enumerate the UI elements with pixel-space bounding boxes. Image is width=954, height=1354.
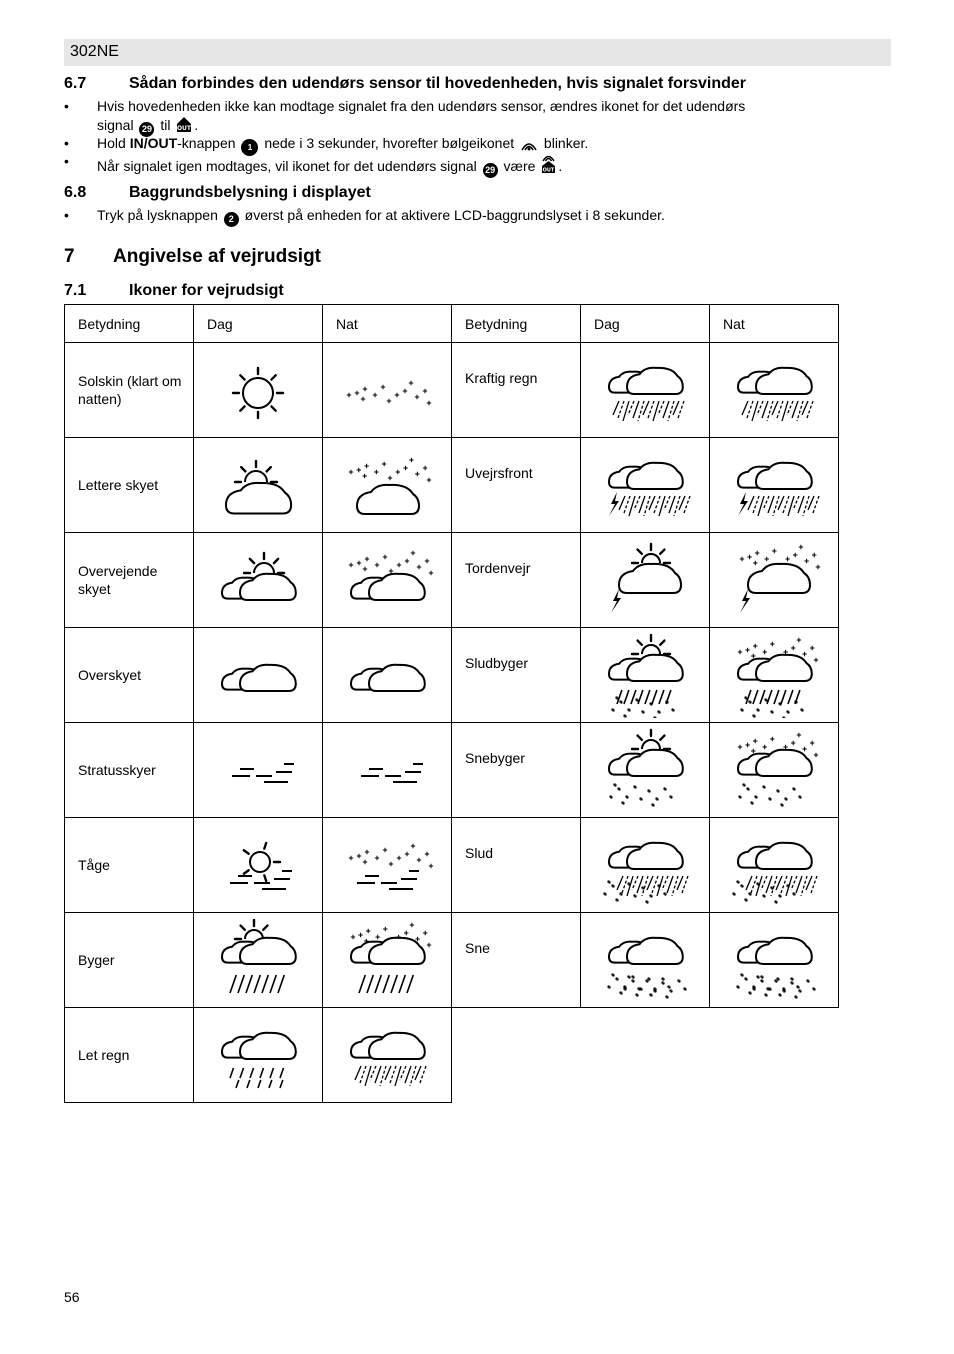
heavy-rain-icon bbox=[595, 347, 695, 433]
meaning-cell: Sne bbox=[452, 913, 581, 1008]
icon-cell bbox=[323, 438, 452, 533]
light-rain-night-icon bbox=[337, 1012, 437, 1098]
sun-two-clouds-icon bbox=[208, 537, 308, 623]
meaning-cell: Lettere skyet bbox=[65, 438, 194, 533]
icon-cell bbox=[581, 533, 710, 628]
icon-cell bbox=[194, 343, 323, 438]
icon-cell bbox=[194, 913, 323, 1008]
meaning-cell: Tordenvejr bbox=[452, 533, 581, 628]
meaning-cell: Stratusskyer bbox=[65, 723, 194, 818]
sleet-icon bbox=[724, 822, 824, 908]
meaning-cell: Kraftig regn bbox=[452, 343, 581, 438]
two-clouds-icon bbox=[337, 632, 437, 718]
meaning-cell: Byger bbox=[65, 913, 194, 1008]
meaning-cell: Solskin (klart om natten) bbox=[65, 343, 194, 438]
icon-cell bbox=[323, 818, 452, 913]
icon-cell bbox=[194, 533, 323, 628]
icon-cell bbox=[194, 628, 323, 723]
sun-thunder-icon bbox=[595, 537, 695, 623]
weather-icon-table bbox=[64, 304, 839, 1103]
icon-cell bbox=[710, 723, 839, 818]
icon-cell bbox=[581, 438, 710, 533]
col-header: Dag bbox=[581, 305, 710, 343]
icon-cell bbox=[323, 1008, 452, 1103]
sun-showers-icon bbox=[208, 917, 308, 1003]
stratus-icon bbox=[337, 727, 437, 813]
meaning-cell: Overskyet bbox=[65, 628, 194, 723]
stars-fog-icon bbox=[337, 822, 437, 908]
table-row bbox=[65, 818, 839, 913]
col-header: Dag bbox=[194, 305, 323, 343]
col-header: Nat bbox=[710, 305, 839, 343]
signal-29-badge-2: 29 bbox=[483, 163, 498, 178]
wave-icon bbox=[520, 139, 538, 151]
sun-cloud-icon bbox=[208, 442, 308, 528]
table-row bbox=[65, 913, 839, 1008]
header-bar bbox=[64, 39, 891, 66]
section-7-1-heading: 7.1 Ikoner for vejrudsigt bbox=[64, 282, 284, 299]
icon-cell bbox=[581, 723, 710, 818]
model-name: 302NE bbox=[70, 43, 119, 60]
stars-snow-showers-icon bbox=[724, 727, 824, 813]
icon-cell bbox=[323, 913, 452, 1008]
icon-cell bbox=[710, 438, 839, 533]
col-header: Betydning bbox=[452, 305, 581, 343]
icon-cell bbox=[710, 533, 839, 628]
empty-cell bbox=[710, 1008, 839, 1103]
storm-front-icon bbox=[595, 442, 695, 528]
snow-icon bbox=[724, 917, 824, 1003]
sun-snow-showers-icon bbox=[595, 727, 695, 813]
icon-cell bbox=[710, 628, 839, 723]
meaning-cell: Slud bbox=[452, 818, 581, 913]
sun-fog-icon bbox=[208, 822, 308, 908]
meaning-cell: Let regn bbox=[65, 1008, 194, 1103]
storm-front-icon bbox=[724, 442, 824, 528]
icon-cell bbox=[194, 438, 323, 533]
table-row bbox=[65, 628, 839, 723]
icon-cell bbox=[194, 1008, 323, 1103]
heavy-rain-icon bbox=[724, 347, 824, 433]
icon-cell bbox=[194, 818, 323, 913]
section-6-8-heading: 6.8 Baggrundsbelysning i displayet bbox=[64, 184, 371, 201]
sun-icon bbox=[208, 347, 308, 433]
meaning-cell: Tåge bbox=[65, 818, 194, 913]
snow-icon bbox=[595, 917, 695, 1003]
table-row bbox=[65, 1008, 839, 1103]
col-header: Nat bbox=[323, 305, 452, 343]
stars-showers-icon bbox=[337, 917, 437, 1003]
section-7-heading: 7 Angivelse af vejrudsigt bbox=[64, 246, 322, 267]
icon-cell bbox=[581, 818, 710, 913]
stars-icon bbox=[337, 347, 437, 433]
out-label: OUT bbox=[177, 125, 192, 132]
stars-two-clouds-icon bbox=[337, 537, 437, 623]
stars-thunder-icon bbox=[724, 537, 824, 623]
icon-cell bbox=[323, 628, 452, 723]
icon-cell bbox=[323, 723, 452, 818]
button-2-badge: 2 bbox=[224, 212, 239, 227]
icon-cell bbox=[323, 343, 452, 438]
meaning-cell: Overvejende skyet bbox=[65, 533, 194, 628]
table-row bbox=[65, 343, 839, 438]
signal-29-badge: 29 bbox=[139, 122, 154, 137]
stratus-icon bbox=[208, 727, 308, 813]
empty-cell bbox=[581, 1008, 710, 1103]
table-row bbox=[65, 723, 839, 818]
sleet-icon bbox=[595, 822, 695, 908]
out-signal-icon bbox=[541, 152, 556, 174]
table-header-row bbox=[65, 305, 839, 343]
button-1-badge: 1 bbox=[241, 139, 258, 156]
meaning-cell: Sludbyger bbox=[452, 628, 581, 723]
page-number: 56 bbox=[64, 1289, 80, 1305]
meaning-cell: Uvejrsfront bbox=[452, 438, 581, 533]
stars-cloud-icon bbox=[337, 442, 437, 528]
light-rain-icon bbox=[208, 1012, 308, 1098]
empty-cell bbox=[452, 1008, 581, 1103]
col-header: Betydning bbox=[65, 305, 194, 343]
table-row bbox=[65, 438, 839, 533]
stars-sleet-showers-icon bbox=[724, 632, 824, 718]
icon-cell bbox=[194, 723, 323, 818]
icon-cell bbox=[323, 533, 452, 628]
out-label-2: OUT bbox=[542, 167, 555, 174]
sun-sleet-showers-icon bbox=[595, 632, 695, 718]
icon-cell bbox=[581, 913, 710, 1008]
icon-cell bbox=[710, 913, 839, 1008]
two-clouds-icon bbox=[208, 632, 308, 718]
out-house-icon bbox=[176, 116, 192, 133]
table-row bbox=[65, 533, 839, 628]
icon-cell bbox=[710, 343, 839, 438]
icon-cell bbox=[710, 818, 839, 913]
meaning-cell: Snebyger bbox=[452, 723, 581, 818]
icon-cell bbox=[581, 343, 710, 438]
icon-cell bbox=[581, 628, 710, 723]
section-6-7-heading: 6.7 Sådan forbindes den udendørs sensor til hovedenheden, hvis signalet forsvinder bbox=[64, 75, 747, 92]
